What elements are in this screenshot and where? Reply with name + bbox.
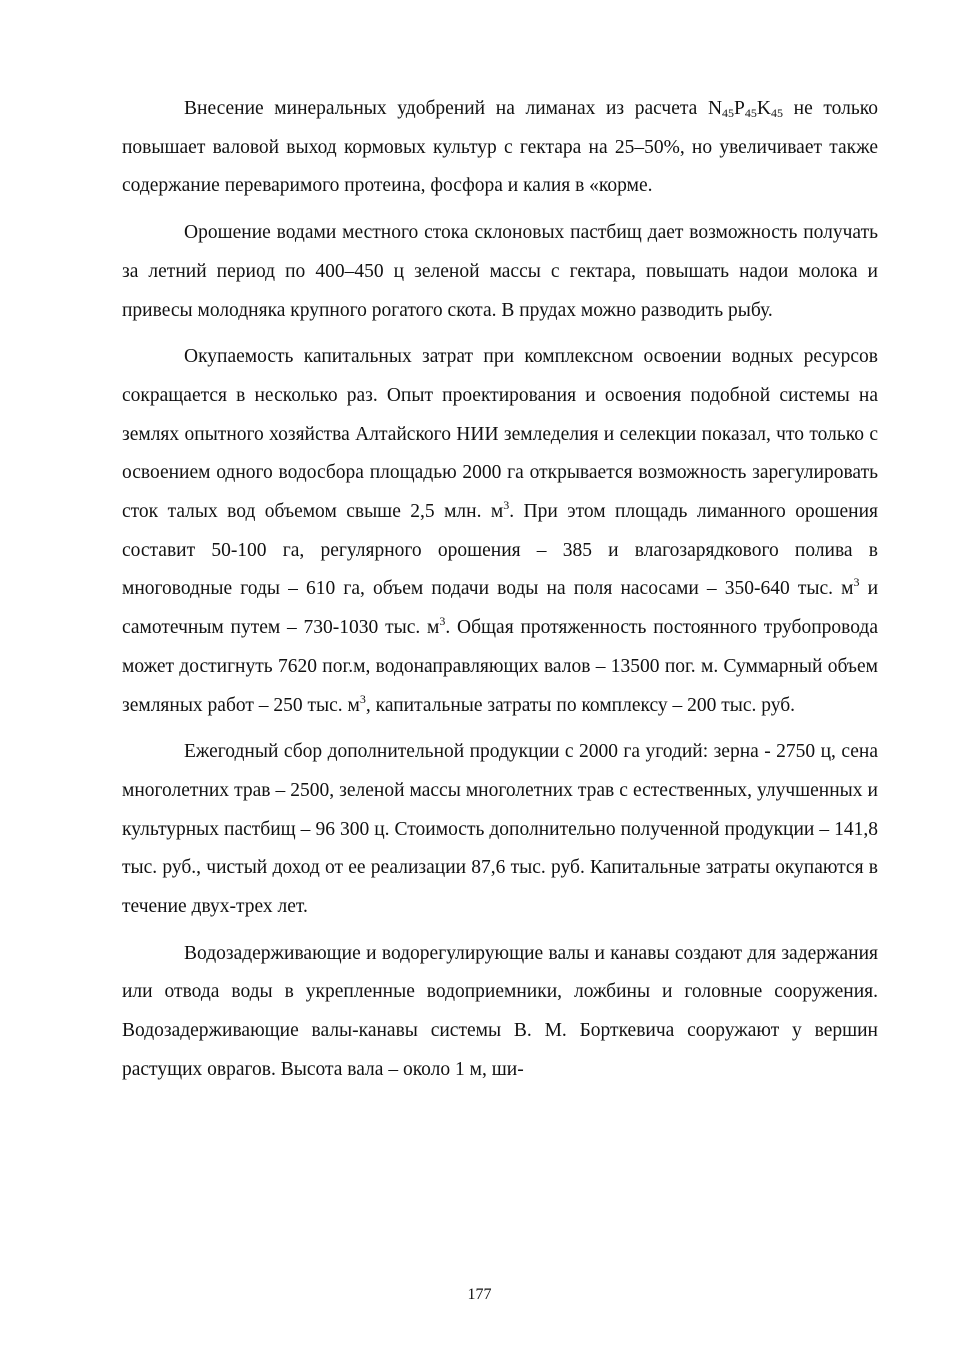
subscript: 45 [744,106,757,120]
text-run: , капитальные затраты по комплексу – 200 тыс. руб. [365,694,796,716]
paragraph-payback [122,338,878,725]
document-body [122,90,878,1098]
superscript: 3 [439,614,446,629]
page-number: 177 [467,1286,492,1303]
text-run: Окупаемость капитальных затрат при комплексном освоении водных ресурсов сокращается в несколько раз. Опыт проектирования и освоения подобной системы на землях опытного хозяйства Алтайского НИИ земледелия и селекции показал, что только с освоением одного водосбора площадью 2000 га открывается возможность зарегулировать сток талых вод объемом свыше 2,5 млн. м [122,346,878,523]
paragraph-annual-yield [122,733,878,927]
text-run: P [734,98,745,119]
superscript: 3 [503,498,510,513]
text-run: K [756,98,771,119]
text-run: Водозадерживающие и водорегулирующие валы и канавы создают для задержания или отвода воды в укрепленные водоприемники, ложбины и головные сооружения. Водозадерживающие валы-канавы системы В. М. Борткевича сооружают у вершин растущих оврагов. Высота вала – около 1 м, ши- [122,942,878,1080]
subscript: 45 [722,106,735,120]
paragraph-irrigation [122,214,878,330]
text-run: Орошение водами местного стока склоновых пастбищ дает возможность получать за летний период по 400–450 ц зеленой массы с гектара, повышать надои молока и привесы молодняка крупного рогатого скота. В прудах можно разводить рыбу. [122,222,878,321]
text-run: . При этом площадь лиманного орошения составит 50-100 га, регулярного орошения – 385 и влагозарядкового полива в многоводные годы – 610 га, объем подачи воды на поля насосами – 350-640 тыс. м [122,501,878,600]
superscript: 3 [853,575,860,590]
superscript: 3 [359,691,366,706]
text-run: Ежегодный сбор дополнительной продукции с 2000 га угодий: зерна - 2750 ц, сена многолетних трав – 2500, зеленой массы многолетних трав с естественных, улучшенных и культурных пастбищ – 96 300 ц. Стоимость дополнительно полученной продукции – 141,8 тыс. руб., чистый доход от ее реализации 87,6 тыс. руб. Капитальные затраты окупаются в течение двух-трех лет. [122,741,878,918]
text-run: и самотечным путем – 730-1030 тыс. м [122,578,879,639]
text-run: Внесение минеральных удобрений на лиманах из расчета N [184,98,723,119]
text-run: не только повышает валовой выход кормовых культур с гектара на 25–50%, но увеличивает также содержание переваримого протеина, фосфора и калия в «корме. [122,98,878,197]
text-run: . Общая протяженность постоянного трубопровода может достигнуть 7620 пог.м, водонаправляющих валов – 13500 пог. м. Суммарный объем земляных работ – 250 тыс. м [122,617,878,716]
paragraph-fertilizers [122,90,878,206]
subscript: 45 [771,106,783,120]
paragraph-water-retaining-shafts [122,935,878,1090]
